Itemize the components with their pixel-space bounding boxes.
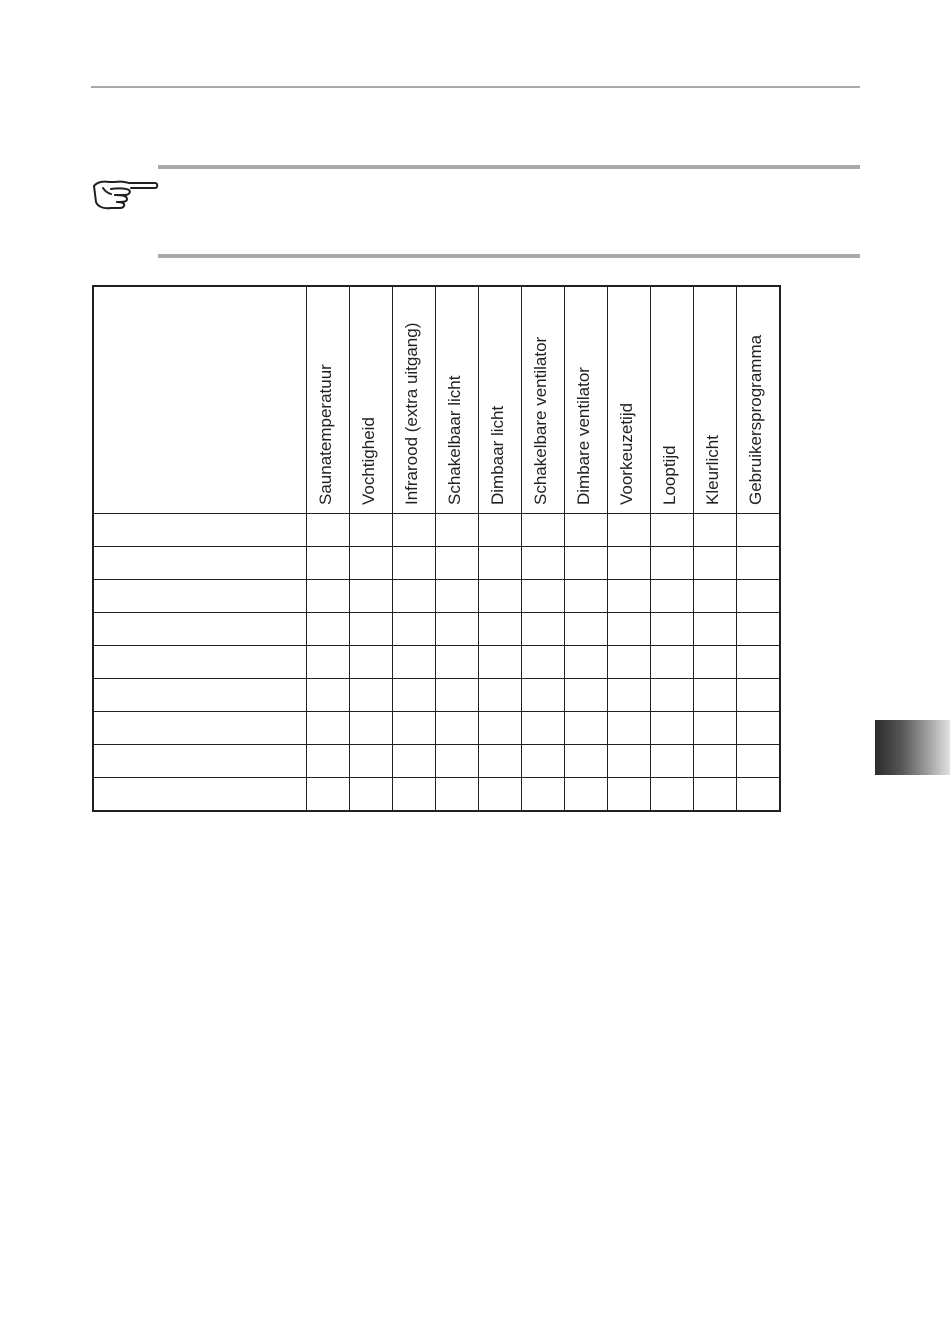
table-cell [565, 646, 608, 679]
column-label: Vochtigheid [359, 417, 378, 505]
table-cell [565, 712, 608, 745]
table-cell [565, 778, 608, 812]
table-row [93, 613, 780, 646]
table-cell [522, 778, 565, 812]
row-label-cell [93, 679, 307, 712]
table-cell [307, 712, 350, 745]
table-cell [436, 613, 479, 646]
table-cell [608, 514, 651, 547]
table-cell [307, 514, 350, 547]
column-label: Schakelbare ventilator [531, 336, 550, 505]
table-cell [436, 778, 479, 812]
column-label: Saunatemperatuur [316, 364, 335, 505]
table-cell [608, 580, 651, 613]
row-label-cell [93, 580, 307, 613]
table-cell [694, 580, 737, 613]
column-header [307, 286, 350, 514]
table-cell [694, 778, 737, 812]
column-header [479, 286, 522, 514]
table-cell [608, 745, 651, 778]
table-row [93, 547, 780, 580]
header-rule [91, 86, 860, 88]
table-cell [350, 745, 393, 778]
table-cell [651, 778, 694, 812]
table-cell [737, 679, 781, 712]
row-label-cell [93, 712, 307, 745]
table-cell [350, 547, 393, 580]
table-cell [479, 547, 522, 580]
table-cell [479, 613, 522, 646]
table-cell [350, 514, 393, 547]
column-label: Looptijd [660, 445, 679, 505]
column-label: Kleurlicht [703, 435, 722, 505]
table-cell [651, 646, 694, 679]
table-cell [307, 646, 350, 679]
table-cell [608, 712, 651, 745]
column-label: Dimbaar licht [488, 405, 507, 505]
table-cell [436, 745, 479, 778]
table-cell [522, 514, 565, 547]
table-cell [307, 580, 350, 613]
table-cell [436, 580, 479, 613]
table-cell [737, 646, 781, 679]
table-cell [479, 679, 522, 712]
note-top-rule [158, 165, 860, 169]
table-cell [522, 712, 565, 745]
table-cell [651, 679, 694, 712]
table-row [93, 778, 780, 812]
table-cell [393, 745, 436, 778]
column-label: Voorkeuzetijd [617, 402, 636, 505]
table-cell [307, 745, 350, 778]
table-cell [522, 745, 565, 778]
table-cell [694, 514, 737, 547]
table-cell [479, 514, 522, 547]
table-cell [350, 679, 393, 712]
table-cell [651, 712, 694, 745]
table-cell [393, 613, 436, 646]
column-label: Schakelbaar licht [445, 375, 464, 505]
table-cell [565, 745, 608, 778]
column-header [393, 286, 436, 514]
table-cell [651, 613, 694, 646]
table-cell [737, 580, 781, 613]
table-cell [307, 679, 350, 712]
column-header [737, 286, 781, 514]
table-cell [522, 646, 565, 679]
table-cell [694, 712, 737, 745]
table-cell [436, 547, 479, 580]
table-cell [307, 613, 350, 646]
table-cell [694, 547, 737, 580]
table-cell [307, 547, 350, 580]
table-cell [436, 646, 479, 679]
table-cell [651, 547, 694, 580]
note-bottom-rule [158, 254, 860, 258]
table-cell [737, 547, 781, 580]
row-label-cell [93, 745, 307, 778]
table-row [93, 514, 780, 547]
table-cell [694, 745, 737, 778]
table-cell [393, 679, 436, 712]
table-cell [694, 646, 737, 679]
table-cell [651, 745, 694, 778]
column-label: Dimbare ventilator [574, 367, 593, 505]
table-cell [350, 613, 393, 646]
table-cell [737, 613, 781, 646]
row-label-cell [93, 778, 307, 812]
chapter-tab [875, 720, 950, 775]
table-cell [393, 547, 436, 580]
table-row [93, 646, 780, 679]
table-cell [307, 778, 350, 812]
table-cell [479, 712, 522, 745]
table-cell [479, 580, 522, 613]
settings-matrix-table [92, 285, 781, 812]
table-cell [436, 514, 479, 547]
column-header [565, 286, 608, 514]
table-cell [522, 613, 565, 646]
table-cell [565, 613, 608, 646]
column-header [436, 286, 479, 514]
table-body [93, 514, 780, 812]
row-label-cell [93, 613, 307, 646]
table-cell [350, 580, 393, 613]
column-label: Gebruikersprogramma [746, 334, 765, 505]
table-cell [565, 547, 608, 580]
table-cell [436, 679, 479, 712]
column-header [608, 286, 651, 514]
row-label-cell [93, 547, 307, 580]
column-header [350, 286, 393, 514]
table-cell [737, 712, 781, 745]
table-cell [522, 580, 565, 613]
row-label-cell [93, 646, 307, 679]
table-cell [651, 580, 694, 613]
table-cell [479, 778, 522, 812]
table-cell [393, 514, 436, 547]
table-row [93, 580, 780, 613]
table-cell [436, 712, 479, 745]
table-cell [694, 613, 737, 646]
column-header [522, 286, 565, 514]
table-cell [565, 514, 608, 547]
table-corner-cell [93, 286, 307, 514]
row-label-cell [93, 514, 307, 547]
table-row [93, 679, 780, 712]
table-cell [393, 646, 436, 679]
table-cell [651, 514, 694, 547]
table-row [93, 712, 780, 745]
table-cell [608, 547, 651, 580]
table-cell [565, 580, 608, 613]
table-cell [737, 778, 781, 812]
column-label: Infrarood (extra uitgang) [402, 322, 421, 505]
table-cell [737, 745, 781, 778]
table-cell [522, 547, 565, 580]
table-cell [350, 778, 393, 812]
table-cell [608, 613, 651, 646]
table-cell [393, 712, 436, 745]
table-cell [350, 646, 393, 679]
table-cell [393, 778, 436, 812]
table-cell [479, 646, 522, 679]
table-cell [608, 679, 651, 712]
table-cell [694, 679, 737, 712]
pointing-hand-icon [91, 176, 159, 212]
table-header-row [93, 286, 780, 514]
table-cell [522, 679, 565, 712]
table-cell [393, 580, 436, 613]
table-cell [608, 778, 651, 812]
table-cell [565, 679, 608, 712]
column-header [651, 286, 694, 514]
table-row [93, 745, 780, 778]
table-cell [479, 745, 522, 778]
table-cell [737, 514, 781, 547]
table-cell [608, 646, 651, 679]
column-header [694, 286, 737, 514]
table-cell [350, 712, 393, 745]
